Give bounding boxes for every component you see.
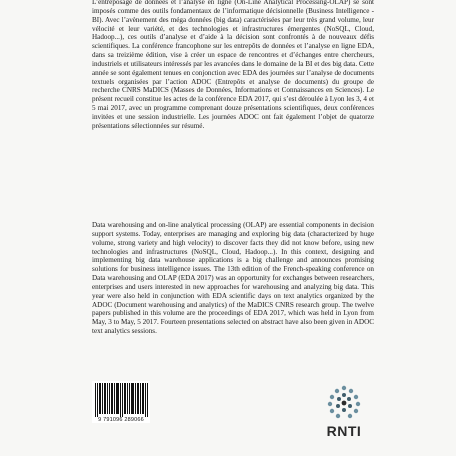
barcode-bars-icon xyxy=(92,381,150,417)
rnti-emblem-icon xyxy=(312,384,376,424)
english-summary: Data warehousing and on-line analytical processing (OLAP) are essential components in decision support systems. Today, enterprises are managing and exploring big data (characterized by huge volume, strong variety and high velocity) to discover facts they did not know before, using new technologies and infrastructures (NoSQL, Cloud, Hadoop...). In this context, designing and implementing big data warehouse applications is a big challenge and announces promising solutions for business intelligence issues. The 13th edition of the French-speaking conference on Data warehousing and OLAP (EDA 2017) was an opportunity for exchanges between researchers, enterprises and users interested in new approaches for warehousing and analyzing big data. This year were also held in conjunction with EDA scientific days on text analytics organized by the ADOC (Document warehousing and analytics) of the MaDICS CNRS research group. The twelve papers published in this volume are the proceedings of EDA 2017, which was held in Lyon from May, 3 to May, 5 2017. Fourteen presentations selected on abstract have also been given in ADOC text analytics sessions. xyxy=(92,221,374,336)
barcode-number: 9 791096 289066 xyxy=(98,417,144,423)
french-summary: L’entreposage de données et l’analyse en ligne (On-Line Analytical Processing-OLAP) se sont imposés comme des outils fondamentaux de l’informatique décisionnelle (Business Intelligence - BI). Avec l’avènement des méga données (big data) caractérisées par leur très grand volume, leur vélocité et leur variété, et des technologies et infrastructures émergentes (NoSQL, Cloud, Hadoop...), ces outils d’analyse et d’aide à la décision sont confrontés à de nouveaux défis scientifiques. La conférence francophone sur les entrepôts de données et l’analyse en ligne EDA, dans sa treizième édition, vise à créer un espace de rencontres et d’échanges entre chercheurs, industriels et utilisateurs intéressés par les avancées dans le domaine de la BI et des big data. Cette année se sont également tenues en conjonction avec EDA des journées sur l’analyse de documents textuels organisées par l’action ADOC (Entrepôts et analyse de documents) du groupe de recherche CNRS MaDICS (Masses de Données, Informations et Connaissances en Sciences). Le présent recueil constitue les actes de la conférence EDA 2017, qui s’est déroulée à Lyon les 3, 4 et 5 mai 2017, avec un programme comprenant douze présentations scientifiques, deux conférences invitées et une session industrielle. Les journées ADOC ont fait également l’objet de quatorze présentations sélectionnées sur résumé. xyxy=(92,0,374,130)
rnti-logo-text: RNTI xyxy=(326,423,362,439)
